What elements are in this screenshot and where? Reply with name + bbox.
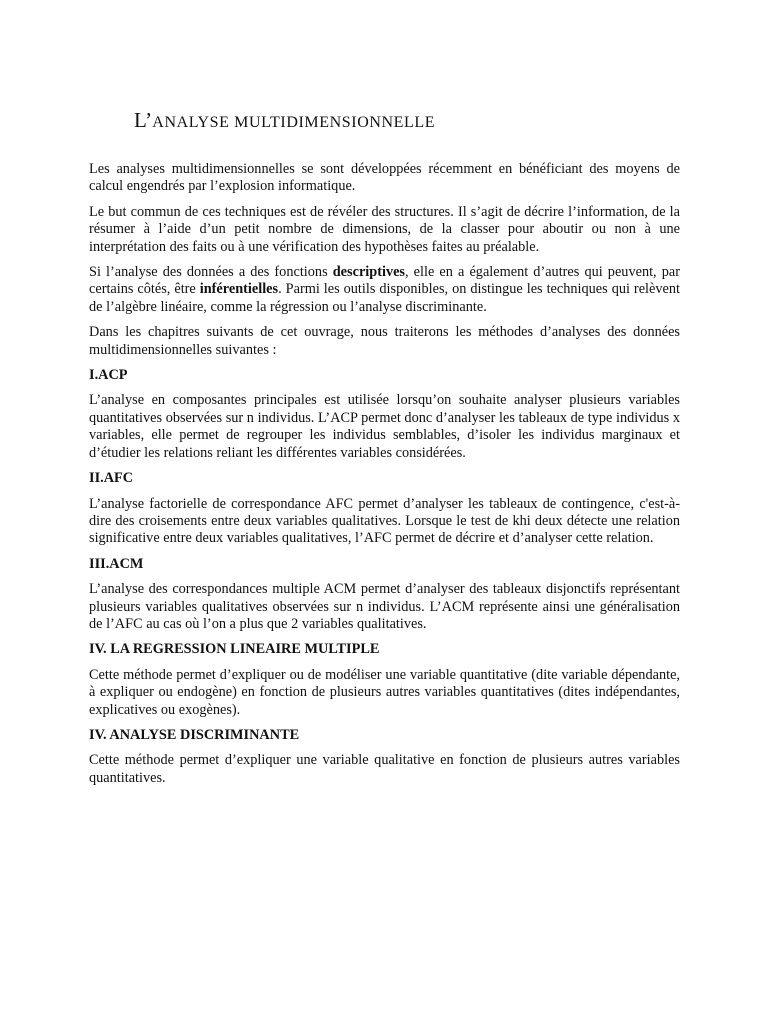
section-heading-acm: III.ACM (89, 555, 144, 572)
section-text-discriminante: Cette méthode permet d’expliquer une variable qualitative en fonction de plusieurs autres variables quantitatives. (89, 752, 680, 786)
functions-text-2: , elle en a également d’autres qui peuvent, par certains côtés, être (89, 264, 680, 298)
section-heading-acp: I.ACP (89, 367, 128, 384)
section-heading-afc: II.AFC (89, 470, 134, 487)
section-text-acm: L’analyse des correspondances multiple ACM permet d’analyser des tableaux disjonctifs représentant plusieurs variables qualitatives observées sur n individus. L’ACM représente ainsi une généralisation de l’AFC au cas où l’on a plus que 2 variables qualitatives. (89, 581, 680, 632)
document-title-rest: ANALYSE MULTIDIMENSIONNELLE (152, 114, 436, 131)
section-text-afc: L’analyse factorielle de correspondance AFC permet d’analyser les tableaux de contingence, c'est-à-dire des croisements entre deux variables qualitatives. Lorsque le test de khi deux détecte une relation significative entre deux variables qualitatives, l’AFC permet de décrire et d’analyser cette relation. (89, 495, 680, 547)
functions-text-1: Si l’analyse des données a des fonctions (89, 264, 333, 281)
section-text-regression: Cette méthode permet d’expliquer ou de modéliser une variable quantitative (dite variable dépendante, à expliquer ou endogène) en fonction de plusieurs autres variables quantitatives (dites indépendantes, explicatives ou exogènes). (89, 666, 680, 718)
section-heading-regression: IV. LA REGRESSION LINEAIRE MULTIPLE (89, 641, 380, 658)
functions-bold-inferentielles: inférentielles (199, 281, 279, 298)
intro-paragraph-1: Les analyses multidimensionnelles se sont développées récemment en bénéficiant des moyens de calcul engendrés par l’explosion informatique. (89, 161, 680, 195)
functions-paragraph (89, 264, 680, 316)
chapters-intro-paragraph: Dans les chapitres suivants de cet ouvrage, nous traiterons les méthodes d’analyses des données multidimensionnelles suivantes : (89, 324, 680, 358)
functions-text-3: . Parmi les outils disponibles, on distingue les techniques qui relèvent de l’algèbre linéaire, comme la régression ou l’analyse discriminante. (89, 281, 680, 315)
section-heading-discriminante: IV. ANALYSE DISCRIMINANTE (89, 726, 300, 743)
document-title (134, 106, 680, 137)
section-text-acp: L’analyse en composantes principales est utilisée lorsqu’on souhaite analyser plusieurs variables quantitatives observées sur n individus. L’ACP permet donc d’analyser les tableaux de type individus x variables, elle permet de regrouper les individus semblables, d’isoler les individus marginaux et d’étudier les relations reliant les différentes variables considérées. (89, 392, 680, 461)
intro-paragraph-2: Le but commun de ces techniques est de révéler des structures. Il s’agit de décrire l’information, de la résumer à l’aide d’un petit nombre de dimensions, de la classer pour aboutir ou non à une interprétation des faits ou à une vérification des hypothèses faites au préalable. (89, 203, 680, 255)
document-title-initial: L’ (134, 108, 153, 132)
functions-bold-descriptives: descriptives (332, 264, 406, 281)
